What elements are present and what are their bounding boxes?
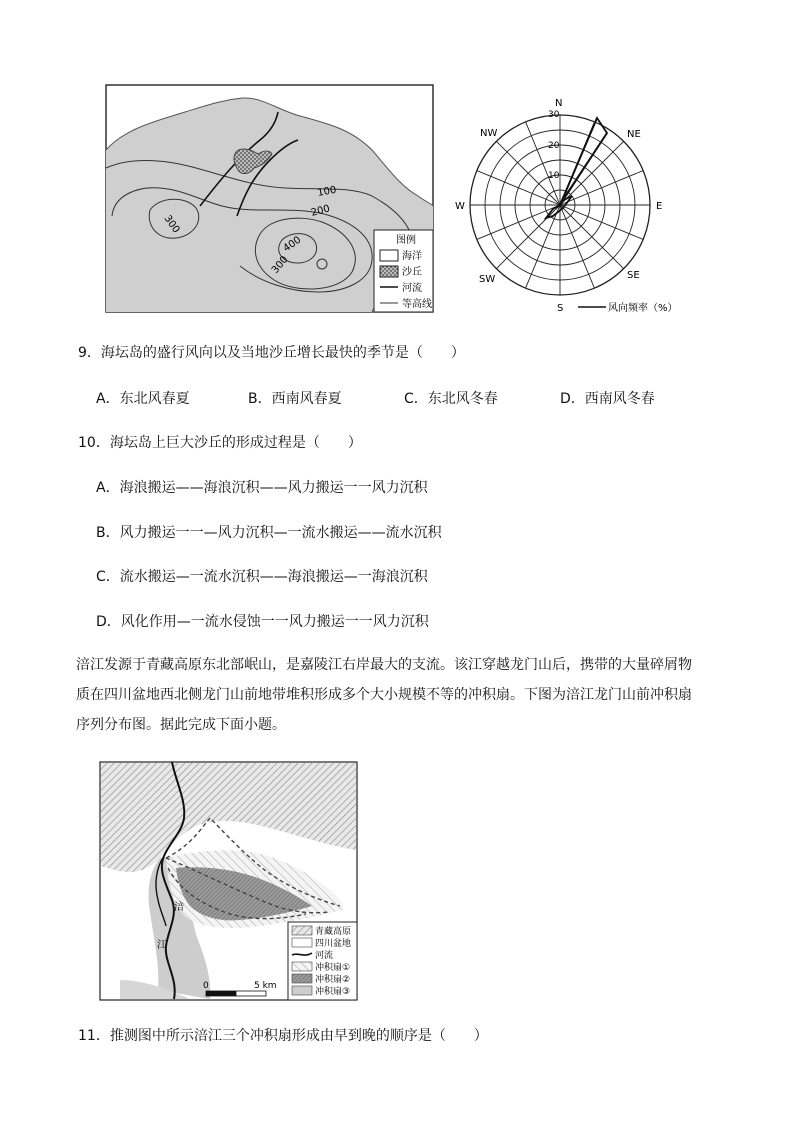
legend-basin-swatch [292,938,312,947]
figure-2 [0,750,794,1010]
legend-basin-label: 四川盆地 [315,939,352,949]
fan-map-legend [288,922,357,1000]
q10-option-c[interactable]: C．流水搬运—一流水沉积——海浪搬运—一海浪沉积 [96,569,428,585]
legend-dune-swatch [380,266,398,277]
scale-start: 0 [203,981,209,991]
legend-plateau-swatch [292,926,312,935]
ring-label-20: 20 [548,141,560,151]
reading-passage [76,650,726,740]
legend-dune-label: 沙丘 [402,267,422,278]
ring-label-30: 30 [548,110,560,120]
legend-plateau-label: 青藏高原 [315,927,352,937]
dir-label-e: E [656,201,663,212]
passage-line-1: 涪江发源于青藏高原东北部岷山，是嘉陵江右岸最大的支流。该江穿越龙门山后，携带的大量碎屑物 [76,657,692,673]
q10-option-d[interactable]: D．风化作用—一流水侵蚀一一风力搬运一一风力沉积 [96,614,429,630]
river-label-char-1: 涪 [174,902,184,913]
island-map [106,85,433,312]
legend-fan2-swatch [292,974,312,983]
map-legend [374,230,433,312]
contour-label-300-right: 300 [269,254,291,276]
dir-label-ne: NE [627,129,641,140]
legend-fan1-label: 冲积扇① [315,963,351,973]
dir-label-w: W [455,201,465,212]
wind-rose [455,98,678,314]
legend-contour-label: 等高线 [402,299,432,310]
legend-fan3-swatch [292,986,312,995]
figure-1 [0,0,794,330]
legend-sea-swatch [380,250,398,261]
contour-label-300-left: 300 [161,213,182,236]
contour-label-200: 200 [309,203,332,219]
dir-label-sw: SW [479,274,496,285]
q9-option-b[interactable]: B．西南风春夏 [248,391,342,407]
dir-label-n: N [555,98,563,109]
q9-option-d[interactable]: D．西南风冬春 [560,391,655,407]
contour-label-400: 400 [281,234,304,255]
q9-option-a[interactable]: A．东北风春夏 [96,391,190,407]
legend-river-label-2: 河流 [315,951,334,961]
legend-river-label: 河流 [402,283,422,294]
scale-end: 5 km [254,981,277,991]
dir-label-se: SE [627,270,640,281]
legend-fan3-label: 冲积扇③ [315,987,351,997]
contour-label-100: 100 [316,184,338,199]
q9-stem: 9．海坛岛的盛行风向以及当地沙丘增长最快的季节是（ ） [78,345,465,361]
ring-label-10: 10 [548,171,560,181]
dir-label-nw: NW [480,128,498,139]
q10-option-b[interactable]: B．风力搬运一一—风力沉积—一流水搬运——流水沉积 [96,525,442,541]
legend-fan1-swatch [292,962,312,971]
legend-fan2-label: 冲积扇② [315,975,351,985]
legend-title: 图例 [396,235,416,246]
q9-option-c[interactable]: C．东北风冬春 [404,391,498,407]
frequency-legend-label: 风向频率（%） [608,303,678,314]
q10-option-a[interactable]: A．海浪搬运——海浪沉积——风力搬运一一风力沉积 [96,480,428,496]
q10-stem: 10．海坛岛上巨大沙丘的形成过程是（ ） [78,435,362,451]
dir-label-s: S [557,303,564,314]
legend-sea-label: 海洋 [402,251,422,262]
passage-line-3: 序列分布图。据此完成下面小题。 [76,717,286,733]
passage-line-2: 质在四川盆地西北侧龙门山前地带堆积形成多个大小规模不等的冲积扇。下图为涪江龙门山前冲积扇 [76,687,692,703]
q11-stem: 11．推测图中所示涪江三个冲积扇形成由早到晚的顺序是（ ） [78,1028,488,1044]
river-label-char-2: 江 [157,940,167,951]
